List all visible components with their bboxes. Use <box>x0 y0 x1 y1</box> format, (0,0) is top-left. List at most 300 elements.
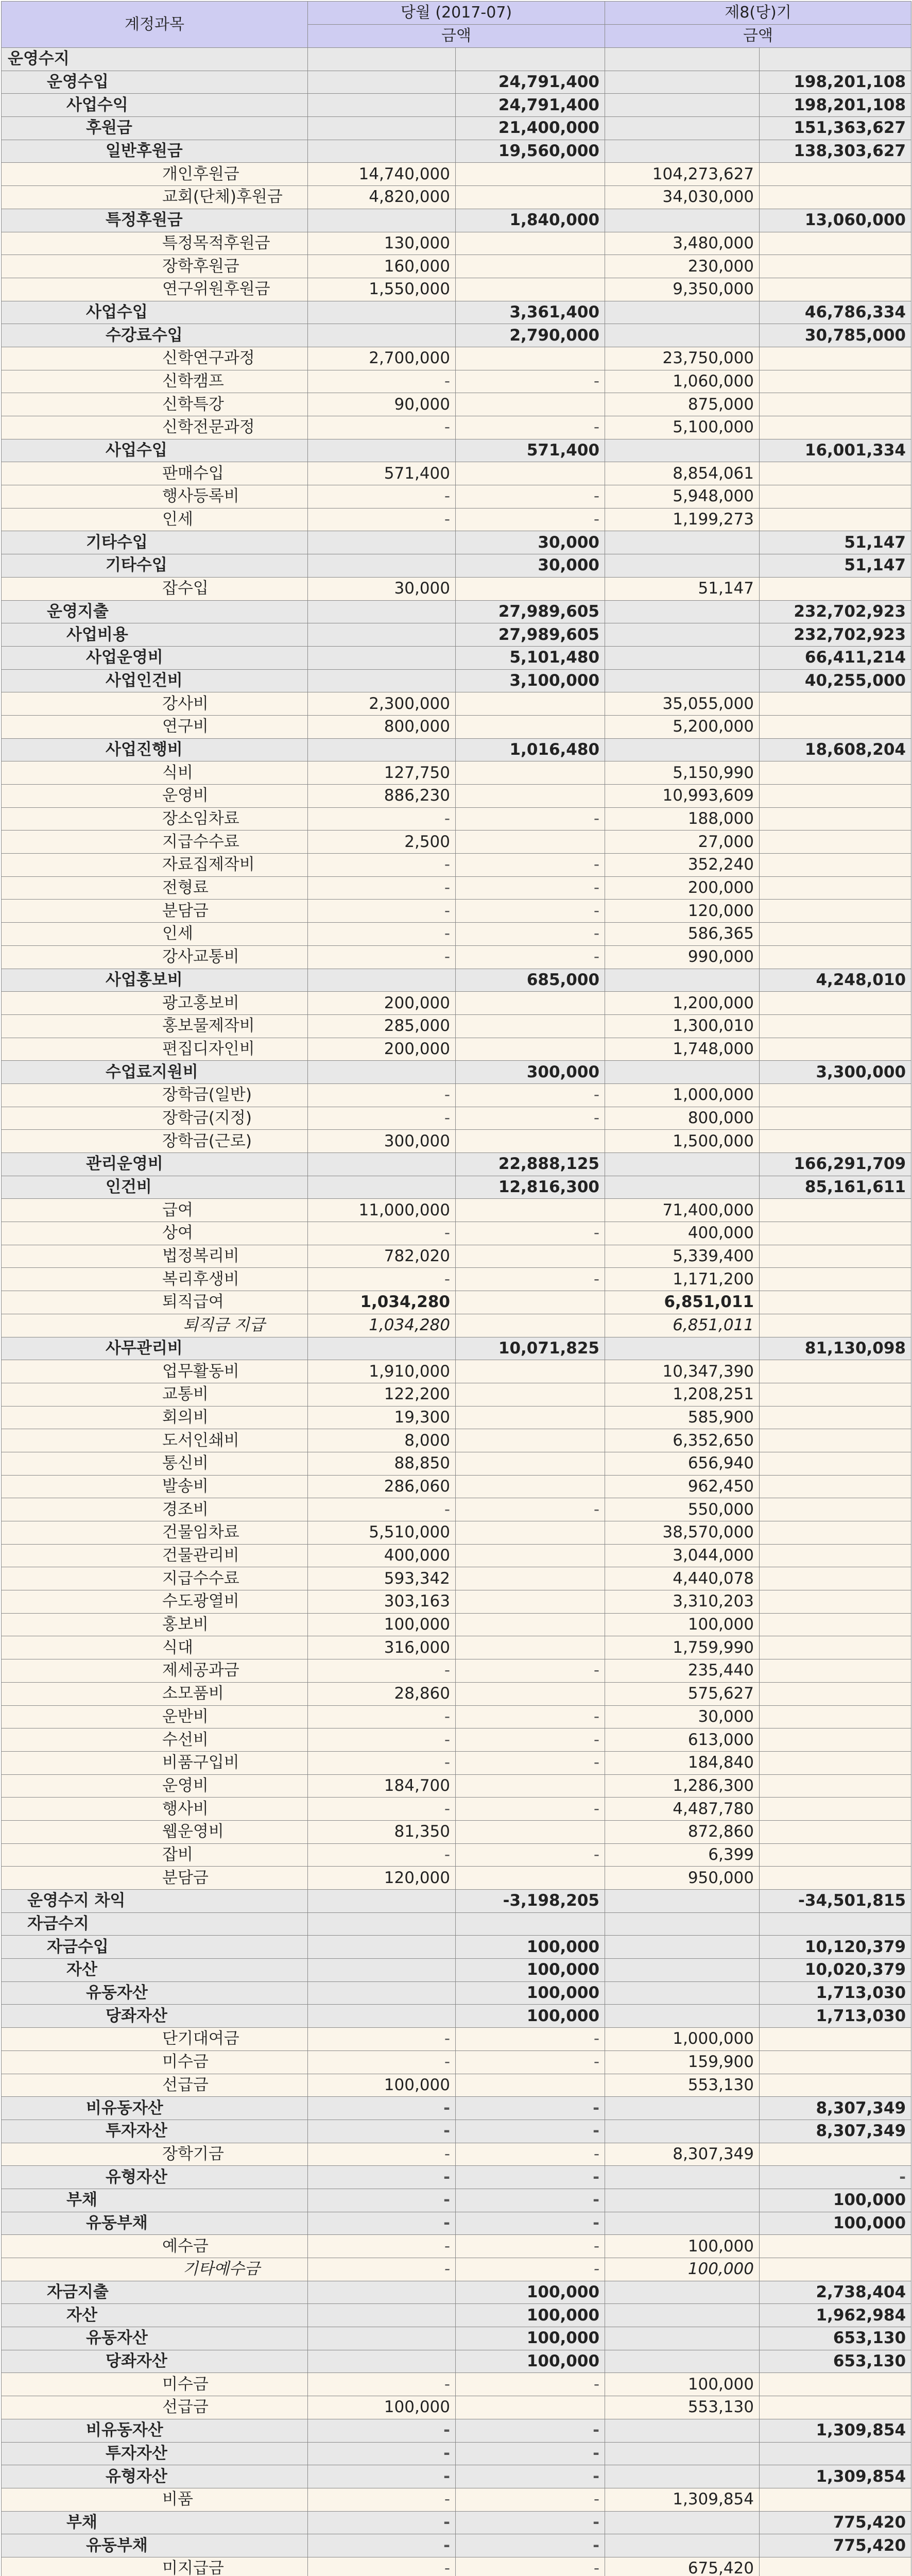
table-row <box>2 1268 911 1291</box>
period-detail-cell: 51,147 <box>605 577 760 600</box>
current-detail-cell: 782,020 <box>308 1245 456 1268</box>
period-total-cell <box>760 2235 911 2258</box>
period-total-cell <box>760 1521 911 1545</box>
period-total-cell <box>760 1867 911 1890</box>
period-detail-cell: 35,055,000 <box>605 692 760 716</box>
period-detail-cell: 6,399 <box>605 1843 760 1867</box>
period-total-cell <box>760 2143 911 2166</box>
current-total-cell: 100,000 <box>456 2304 605 2327</box>
current-total-cell: 2,790,000 <box>456 324 605 347</box>
period-total-cell <box>760 347 911 370</box>
account-label: 운영비 <box>2 1774 308 1798</box>
table-row <box>2 669 911 692</box>
current-total-cell <box>456 1406 605 1429</box>
current-detail-cell: 120,000 <box>308 1867 456 1890</box>
current-detail-cell <box>308 1153 456 1176</box>
table-row <box>2 117 911 140</box>
account-label: 상여 <box>2 1222 308 1245</box>
period-detail-cell: 550,000 <box>605 1498 760 1521</box>
period-detail-cell: 159,900 <box>605 2050 760 2074</box>
current-total-cell: - <box>456 1705 605 1728</box>
period-detail-cell <box>605 2304 760 2327</box>
period-detail-cell: 71,400,000 <box>605 1199 760 1222</box>
current-total-cell: 1,840,000 <box>456 209 605 232</box>
current-total-cell: - <box>456 1659 605 1683</box>
current-total-cell: 30,000 <box>456 531 605 554</box>
current-detail-cell <box>308 1337 456 1360</box>
period-detail-cell <box>605 2097 760 2120</box>
period-total-cell <box>760 1452 911 1475</box>
current-total-cell: 1,016,480 <box>456 738 605 761</box>
period-total-cell: 3,300,000 <box>760 1061 911 1084</box>
period-total-cell: 100,000 <box>760 2189 911 2212</box>
account-label: 장학금(일반) <box>2 1083 308 1107</box>
account-label: 미수금 <box>2 2050 308 2074</box>
account-label: 운영지출 <box>2 600 308 623</box>
period-total-cell <box>760 370 911 393</box>
period-detail-cell: 200,000 <box>605 876 760 900</box>
account-label: 제세공과금 <box>2 1659 308 1683</box>
current-detail-cell: 285,000 <box>308 1014 456 1038</box>
current-total-cell: - <box>456 2028 605 2051</box>
table-row <box>2 1728 911 1752</box>
current-detail-cell: 127,750 <box>308 761 456 785</box>
account-label: 잡수입 <box>2 577 308 600</box>
account-label: 퇴직급여 <box>2 1291 308 1314</box>
current-total-cell <box>456 1475 605 1498</box>
table-row <box>2 1429 911 1452</box>
period-total-cell <box>760 1429 911 1452</box>
period-total-cell <box>760 1083 911 1107</box>
account-label: 투자자산 <box>2 2442 308 2465</box>
current-detail-cell: 184,700 <box>308 1774 456 1798</box>
account-label: 개인후원금 <box>2 163 308 186</box>
current-detail-cell: - <box>308 1222 456 1245</box>
current-total-cell <box>456 1452 605 1475</box>
period-total-cell: 198,201,108 <box>760 71 911 94</box>
table-row <box>2 1774 911 1798</box>
current-total-cell <box>456 1314 605 1337</box>
account-label: 미수금 <box>2 2373 308 2396</box>
current-detail-cell: - <box>308 2258 456 2281</box>
current-detail-cell: - <box>308 1728 456 1752</box>
table-row <box>2 416 911 439</box>
period-total-cell <box>760 1268 911 1291</box>
period-detail-cell <box>605 554 760 578</box>
current-detail-cell: - <box>308 1268 456 1291</box>
period-detail-cell: 100,000 <box>605 2258 760 2281</box>
period-detail-cell: 3,044,000 <box>605 1544 760 1567</box>
period-total-cell <box>760 1774 911 1798</box>
period-detail-cell: 1,171,200 <box>605 1268 760 1291</box>
period-detail-cell <box>605 2166 760 2189</box>
account-label: 강사교통비 <box>2 945 308 969</box>
current-detail-cell <box>308 1959 456 1982</box>
table-row <box>2 2327 911 2350</box>
period-total-cell: 775,420 <box>760 2511 911 2534</box>
period-detail-cell <box>605 2120 760 2143</box>
current-detail-cell: 2,300,000 <box>308 692 456 716</box>
period-detail-cell: 990,000 <box>605 945 760 969</box>
current-total-cell: - <box>456 1728 605 1752</box>
table-row <box>2 1820 911 1843</box>
table-row <box>2 209 911 232</box>
table-row <box>2 1083 911 1107</box>
period-detail-cell: 184,840 <box>605 1751 760 1774</box>
table-row <box>2 969 911 992</box>
account-label: 자료집제작비 <box>2 854 308 877</box>
account-label: 복리후생비 <box>2 1268 308 1291</box>
period-detail-cell: 5,100,000 <box>605 416 760 439</box>
period-detail-cell <box>605 646 760 669</box>
table-row <box>2 1867 911 1890</box>
account-label: 유동자산 <box>2 1981 308 2005</box>
period-detail-cell <box>605 2442 760 2465</box>
current-detail-cell: 8,000 <box>308 1429 456 1452</box>
table-row <box>2 2281 911 2304</box>
period-detail-cell: 1,199,273 <box>605 508 760 531</box>
current-detail-cell: - <box>308 2028 456 2051</box>
period-detail-cell: 100,000 <box>605 2235 760 2258</box>
current-detail-cell <box>308 2327 456 2350</box>
current-month-header: 당월 (2017-07) <box>308 2 605 25</box>
table-row <box>2 1314 911 1337</box>
current-detail-cell: - <box>308 508 456 531</box>
period-total-cell <box>760 715 911 738</box>
period-detail-cell: 800,000 <box>605 1107 760 1130</box>
account-label: 인세 <box>2 508 308 531</box>
account-label: 비유동자산 <box>2 2097 308 2120</box>
current-detail-cell: 800,000 <box>308 715 456 738</box>
period-detail-cell: 872,860 <box>605 1820 760 1843</box>
table-row <box>2 1567 911 1590</box>
period-detail-cell: 23,750,000 <box>605 347 760 370</box>
account-label: 수강료수입 <box>2 324 308 347</box>
period-total-cell <box>760 2028 911 2051</box>
table-row <box>2 2235 911 2258</box>
current-detail-cell: - <box>308 1107 456 1130</box>
table-row <box>2 807 911 831</box>
period-detail-cell <box>605 1337 760 1360</box>
account-label: 일반후원금 <box>2 140 308 163</box>
period-total-cell: - <box>760 2166 911 2189</box>
account-label: 사업운영비 <box>2 646 308 669</box>
period-total-cell: 1,962,984 <box>760 2304 911 2327</box>
period-detail-cell: 6,352,650 <box>605 1429 760 1452</box>
table-row <box>2 761 911 785</box>
current-total-cell: - <box>456 370 605 393</box>
account-label: 광고홍보비 <box>2 992 308 1015</box>
table-row <box>2 1337 911 1360</box>
current-total-cell: 100,000 <box>456 2005 605 2028</box>
current-total-cell <box>456 1867 605 1890</box>
current-detail-cell <box>308 554 456 578</box>
period-detail-cell <box>605 669 760 692</box>
current-detail-cell: - <box>308 1083 456 1107</box>
period-detail-cell: 1,759,990 <box>605 1636 760 1659</box>
account-label: 홍보비 <box>2 1613 308 1636</box>
account-label: 홍보물제작비 <box>2 1014 308 1038</box>
period-total-cell <box>760 485 911 509</box>
account-label: 교통비 <box>2 1383 308 1406</box>
period-detail-cell: 553,130 <box>605 2396 760 2419</box>
period-detail-cell <box>605 2419 760 2442</box>
current-detail-cell: - <box>308 370 456 393</box>
current-total-cell <box>456 2396 605 2419</box>
current-total-cell <box>456 1912 605 1936</box>
account-label: 통신비 <box>2 1452 308 1475</box>
period-total-cell: 13,060,000 <box>760 209 911 232</box>
current-total-cell: - <box>456 854 605 877</box>
period-detail-cell: 1,748,000 <box>605 1038 760 1061</box>
current-total-cell: - <box>456 2166 605 2189</box>
current-total-cell: - <box>456 2534 605 2557</box>
current-total-cell: - <box>456 2235 605 2258</box>
current-detail-cell: 28,860 <box>308 1682 456 1705</box>
period-total-cell <box>760 923 911 946</box>
current-detail-cell: - <box>308 945 456 969</box>
table-row <box>2 2304 911 2327</box>
account-label: 업무활동비 <box>2 1360 308 1383</box>
current-detail-cell <box>308 94 456 117</box>
table-row <box>2 1705 911 1728</box>
current-total-cell: - <box>456 2189 605 2212</box>
account-label: 발송비 <box>2 1475 308 1498</box>
current-detail-cell: - <box>308 2050 456 2074</box>
account-label: 운영수지 차익 <box>2 1890 308 1913</box>
account-table <box>1 1 911 2576</box>
account-body <box>2 48 911 2576</box>
table-row <box>2 715 911 738</box>
current-total-cell: 100,000 <box>456 2327 605 2350</box>
period-total-cell <box>760 508 911 531</box>
period-total-cell: 100,000 <box>760 2212 911 2235</box>
account-label: 식비 <box>2 761 308 785</box>
table-row <box>2 1245 911 1268</box>
current-total-cell <box>456 232 605 255</box>
period-detail-cell <box>605 439 760 462</box>
account-label: 신학연구과정 <box>2 347 308 370</box>
current-detail-cell <box>308 301 456 324</box>
table-row <box>2 1613 911 1636</box>
period-total-cell <box>760 807 911 831</box>
current-total-cell: 30,000 <box>456 554 605 578</box>
period-detail-cell <box>605 1061 760 1084</box>
account-label: 예수금 <box>2 2235 308 2258</box>
table-row <box>2 854 911 877</box>
table-row <box>2 2028 911 2051</box>
current-total-cell: 12,816,300 <box>456 1176 605 1199</box>
period-detail-cell: 120,000 <box>605 900 760 923</box>
period-detail-cell <box>605 1959 760 1982</box>
period-detail-cell <box>605 140 760 163</box>
current-total-cell <box>456 692 605 716</box>
period-detail-cell <box>605 2350 760 2373</box>
period-detail-cell: 1,000,000 <box>605 1083 760 1107</box>
period-detail-cell: 1,060,000 <box>605 370 760 393</box>
current-total-cell <box>456 1567 605 1590</box>
period-total-cell <box>760 2373 911 2396</box>
current-detail-cell: - <box>308 2534 456 2557</box>
current-detail-cell: - <box>308 854 456 877</box>
table-row <box>2 2373 911 2396</box>
account-label: 관리운영비 <box>2 1153 308 1176</box>
period-total-cell <box>760 2074 911 2097</box>
table-row <box>2 1406 911 1429</box>
period-detail-cell: 352,240 <box>605 854 760 877</box>
current-total-cell: - <box>456 2143 605 2166</box>
period-detail-cell: 1,000,000 <box>605 2028 760 2051</box>
current-total-cell: 300,000 <box>456 1061 605 1084</box>
current-total-cell <box>456 715 605 738</box>
period-detail-cell <box>605 2327 760 2350</box>
current-total-cell <box>456 393 605 416</box>
current-amount-header: 금액 <box>308 25 605 48</box>
table-row <box>2 94 911 117</box>
table-row <box>2 485 911 509</box>
period-detail-cell <box>605 117 760 140</box>
current-total-cell <box>456 48 605 71</box>
period-detail-cell: 1,208,251 <box>605 1383 760 1406</box>
period-detail-cell: 235,440 <box>605 1659 760 1683</box>
period-detail-cell <box>605 2212 760 2235</box>
current-total-cell: - <box>456 2419 605 2442</box>
current-detail-cell <box>308 1936 456 1959</box>
account-label: 특정후원금 <box>2 209 308 232</box>
table-row <box>2 2212 911 2235</box>
table-row <box>2 2396 911 2419</box>
period-detail-cell: 613,000 <box>605 1728 760 1752</box>
period-total-cell: 232,702,923 <box>760 623 911 647</box>
table-row <box>2 923 911 946</box>
account-label: 선급금 <box>2 2074 308 2097</box>
current-total-cell: 100,000 <box>456 2350 605 2373</box>
account-label: 교회(단체)후원금 <box>2 186 308 209</box>
table-row <box>2 2050 911 2074</box>
current-total-cell: 100,000 <box>456 1936 605 1959</box>
account-label: 운영수지 <box>2 48 308 71</box>
period-detail-cell: 675,420 <box>605 2557 760 2576</box>
current-detail-cell: - <box>308 2166 456 2189</box>
table-row <box>2 2120 911 2143</box>
table-row <box>2 186 911 209</box>
period-total-cell <box>760 992 911 1015</box>
period-total-cell: 653,130 <box>760 2350 911 2373</box>
table-row <box>2 255 911 278</box>
period-total-cell: 10,120,379 <box>760 1936 911 1959</box>
account-label: 비품 <box>2 2488 308 2511</box>
period-total-cell <box>760 1222 911 1245</box>
table-row <box>2 2189 911 2212</box>
current-detail-cell <box>308 2304 456 2327</box>
table-row <box>2 71 911 94</box>
account-header: 계정과목 <box>2 2 308 48</box>
current-total-cell: 24,791,400 <box>456 94 605 117</box>
period-detail-cell <box>605 209 760 232</box>
account-label: 사업인건비 <box>2 669 308 692</box>
table-row <box>2 1475 911 1498</box>
account-label: 당좌자산 <box>2 2350 308 2373</box>
period-detail-cell: 962,450 <box>605 1475 760 1498</box>
table-row <box>2 577 911 600</box>
current-total-cell: 685,000 <box>456 969 605 992</box>
current-detail-cell: 122,200 <box>308 1383 456 1406</box>
current-total-cell <box>456 1682 605 1705</box>
current-total-cell: - <box>456 2442 605 2465</box>
period-detail-cell: 875,000 <box>605 393 760 416</box>
period-detail-cell: 5,948,000 <box>605 485 760 509</box>
period-total-cell <box>760 1613 911 1636</box>
table-row <box>2 992 911 1015</box>
table-row <box>2 2166 911 2189</box>
account-label: 연구위원후원금 <box>2 278 308 301</box>
table-row <box>2 347 911 370</box>
current-detail-cell: 300,000 <box>308 1130 456 1153</box>
account-label: 비품구입비 <box>2 1751 308 1774</box>
current-total-cell: - <box>456 2050 605 2074</box>
account-label: 법정복리비 <box>2 1245 308 1268</box>
current-total-cell <box>456 1291 605 1314</box>
current-detail-cell: 2,500 <box>308 831 456 854</box>
period-total-cell: 151,363,627 <box>760 117 911 140</box>
period-total-cell: 18,608,204 <box>760 738 911 761</box>
table-row <box>2 2005 911 2028</box>
current-detail-cell: - <box>308 2120 456 2143</box>
period-total-cell <box>760 1383 911 1406</box>
account-label: 선급금 <box>2 2396 308 2419</box>
table-row <box>2 1682 911 1705</box>
period-detail-cell <box>605 1981 760 2005</box>
period-total-cell: 81,130,098 <box>760 1337 911 1360</box>
table-row <box>2 692 911 716</box>
table-row <box>2 1751 911 1774</box>
period-total-cell <box>760 1498 911 1521</box>
current-total-cell <box>456 278 605 301</box>
current-total-cell: - <box>456 923 605 946</box>
current-total-cell: - <box>456 2120 605 2143</box>
current-total-cell <box>456 1130 605 1153</box>
current-detail-cell <box>308 117 456 140</box>
period-total-cell <box>760 854 911 877</box>
account-label: 사업비용 <box>2 623 308 647</box>
current-detail-cell: - <box>308 2212 456 2235</box>
current-detail-cell <box>308 48 456 71</box>
period-total-cell: 1,713,030 <box>760 1981 911 2005</box>
current-detail-cell <box>308 1176 456 1199</box>
current-detail-cell: 200,000 <box>308 1038 456 1061</box>
current-total-cell: -3,198,205 <box>456 1890 605 1913</box>
table-row <box>2 324 911 347</box>
account-label: 연구비 <box>2 715 308 738</box>
current-detail-cell: 14,740,000 <box>308 163 456 186</box>
current-total-cell <box>456 1820 605 1843</box>
period-detail-cell <box>605 738 760 761</box>
current-total-cell: - <box>456 900 605 923</box>
period-detail-cell: 585,900 <box>605 1406 760 1429</box>
account-label: 잡비 <box>2 1843 308 1867</box>
current-detail-cell: 593,342 <box>308 1567 456 1590</box>
table-row <box>2 1014 911 1038</box>
period-total-cell <box>760 2050 911 2074</box>
account-label: 장학금(지정) <box>2 1107 308 1130</box>
period-detail-cell <box>605 301 760 324</box>
period-detail-cell: 8,854,061 <box>605 462 760 485</box>
period-total-cell: 85,161,611 <box>760 1176 911 1199</box>
table-row <box>2 646 911 669</box>
period-detail-cell: 5,339,400 <box>605 1245 760 1268</box>
period-total-cell <box>760 1798 911 1821</box>
table-row <box>2 2097 911 2120</box>
